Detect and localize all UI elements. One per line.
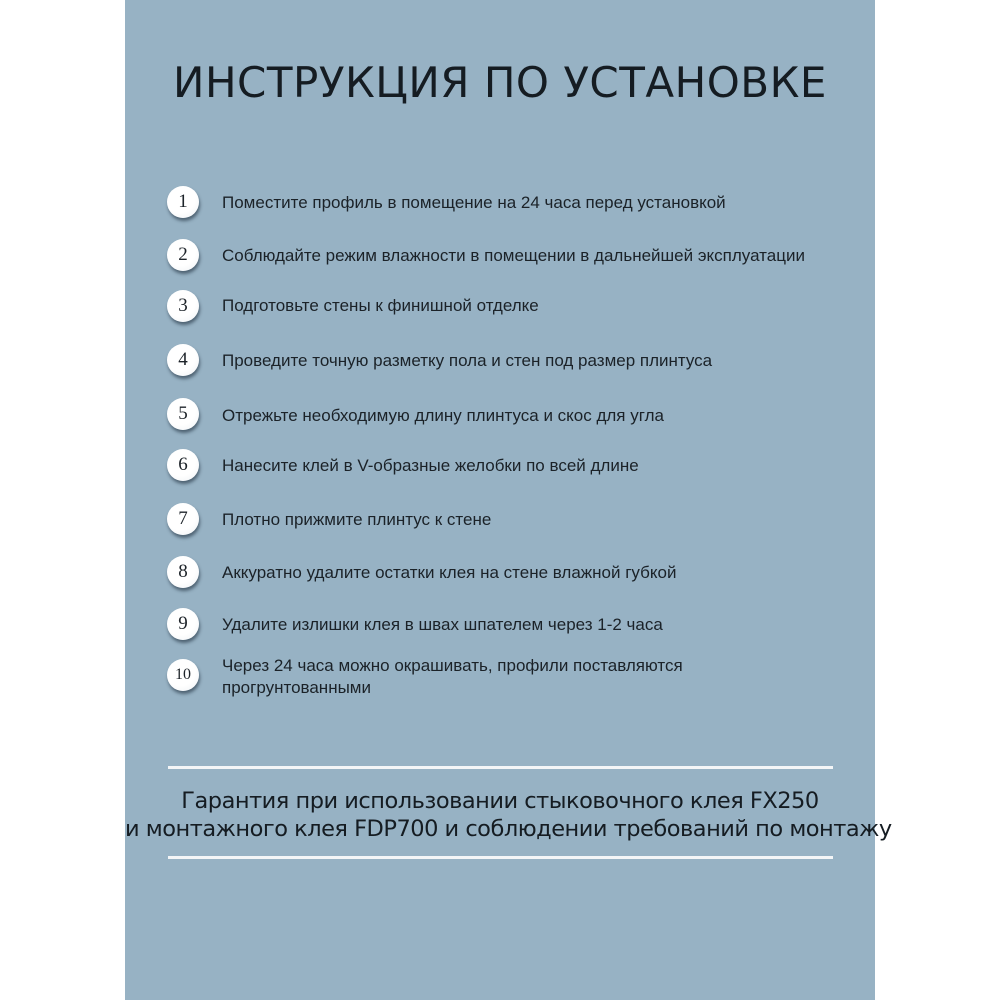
step-text: Отрежьте необходимую длину плинтуса и скос для угла	[222, 406, 664, 425]
step-number-badge: 8	[167, 556, 199, 588]
step-number-badge: 2	[167, 239, 199, 271]
divider-bottom	[168, 856, 833, 859]
step-text: Аккуратно удалите остатки клея на стене влажной губкой	[222, 563, 677, 582]
step-text: Поместите профиль в помещение на 24 часа перед установкой	[222, 193, 726, 212]
step-number-badge: 6	[167, 449, 199, 481]
step-text: Через 24 часа можно окрашивать, профили поставляются прогрунтованными	[222, 656, 683, 697]
warranty-note	[125, 787, 892, 843]
step-text: Соблюдайте режим влажности в помещении в дальнейшей эксплуатации	[222, 246, 805, 265]
step-number-badge: 9	[167, 608, 199, 640]
step-number-badge: 4	[167, 344, 199, 376]
instruction-panel	[125, 0, 892, 1000]
step-number-badge: 5	[167, 398, 199, 430]
warranty-line-1: Гарантия при использовании стыковочного клея FX250	[181, 788, 819, 814]
step-text: Удалите излишки клея в швах шпателем через 1-2 часа	[222, 615, 663, 634]
warranty-line-2: и монтажного клея FDP700 и соблюдении требований по монтажу	[125, 816, 892, 842]
divider-top	[168, 766, 833, 769]
step-text: Подготовьте стены к финишной отделке	[222, 296, 539, 315]
step-number-badge: 10	[167, 659, 199, 691]
page-title: ИНСТРУКЦИЯ ПО УСТАНОВКЕ	[173, 58, 827, 107]
step-number-badge: 1	[167, 186, 199, 218]
step-text: Проведите точную разметку пола и стен под размер плинтуса	[222, 351, 713, 370]
step-text: Нанесите клей в V-образные желобки по всей длине	[222, 456, 639, 475]
step-number-badge: 7	[167, 503, 199, 535]
step-text: Плотно прижмите плинтус к стене	[222, 510, 492, 529]
step-number-badge: 3	[167, 290, 199, 322]
